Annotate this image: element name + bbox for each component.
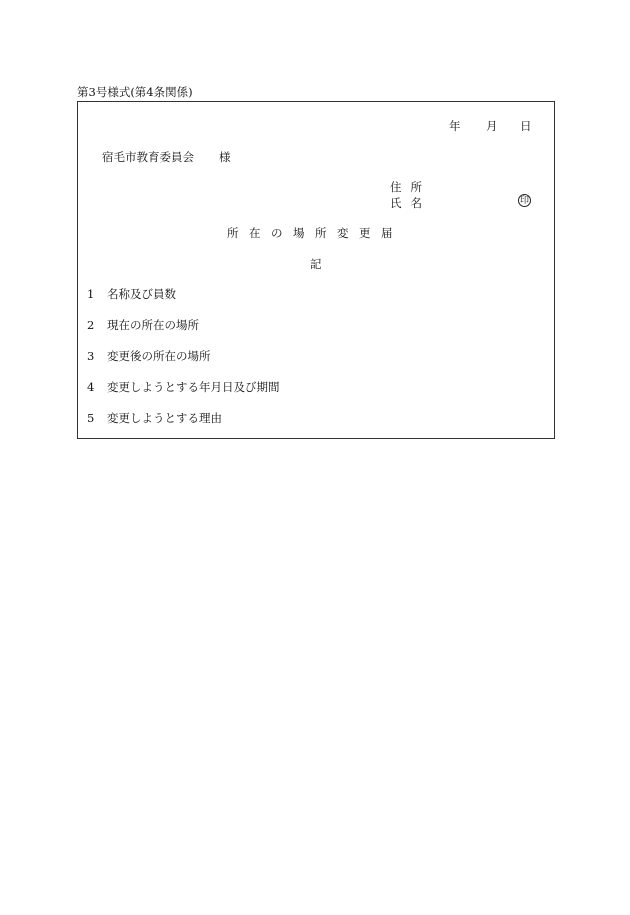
item-number: 3	[87, 349, 95, 363]
list-item	[87, 317, 199, 333]
date-year-label: 年	[449, 119, 461, 133]
item-text: 名称及び員数	[107, 287, 176, 301]
applicant-name-label: 氏名	[390, 196, 431, 210]
date-month-label: 月	[486, 119, 498, 133]
item-text: 変更しようとする理由	[107, 411, 222, 425]
item-number: 4	[87, 380, 95, 394]
list-item	[87, 410, 222, 426]
list-item	[87, 348, 211, 364]
addressee: 宿毛市教育委員会	[102, 150, 194, 164]
item-text: 変更しようとする年月日及び期間	[107, 380, 280, 394]
list-item	[87, 379, 280, 395]
document-title: 所在の場所変更届	[227, 226, 403, 240]
form-caption: 第3号様式(第4条関係)	[77, 85, 193, 99]
honorific: 様	[219, 150, 231, 164]
item-number: 5	[87, 411, 95, 425]
applicant-address-label: 住所	[390, 180, 431, 194]
item-number: 1	[87, 287, 95, 301]
list-item	[87, 286, 176, 302]
item-text: 変更後の所在の場所	[107, 349, 211, 363]
date-day-label: 日	[520, 119, 532, 133]
item-number: 2	[87, 318, 95, 332]
record-mark: 記	[310, 257, 322, 271]
item-text: 現在の所在の場所	[107, 318, 199, 332]
seal-icon: 印	[519, 196, 529, 206]
